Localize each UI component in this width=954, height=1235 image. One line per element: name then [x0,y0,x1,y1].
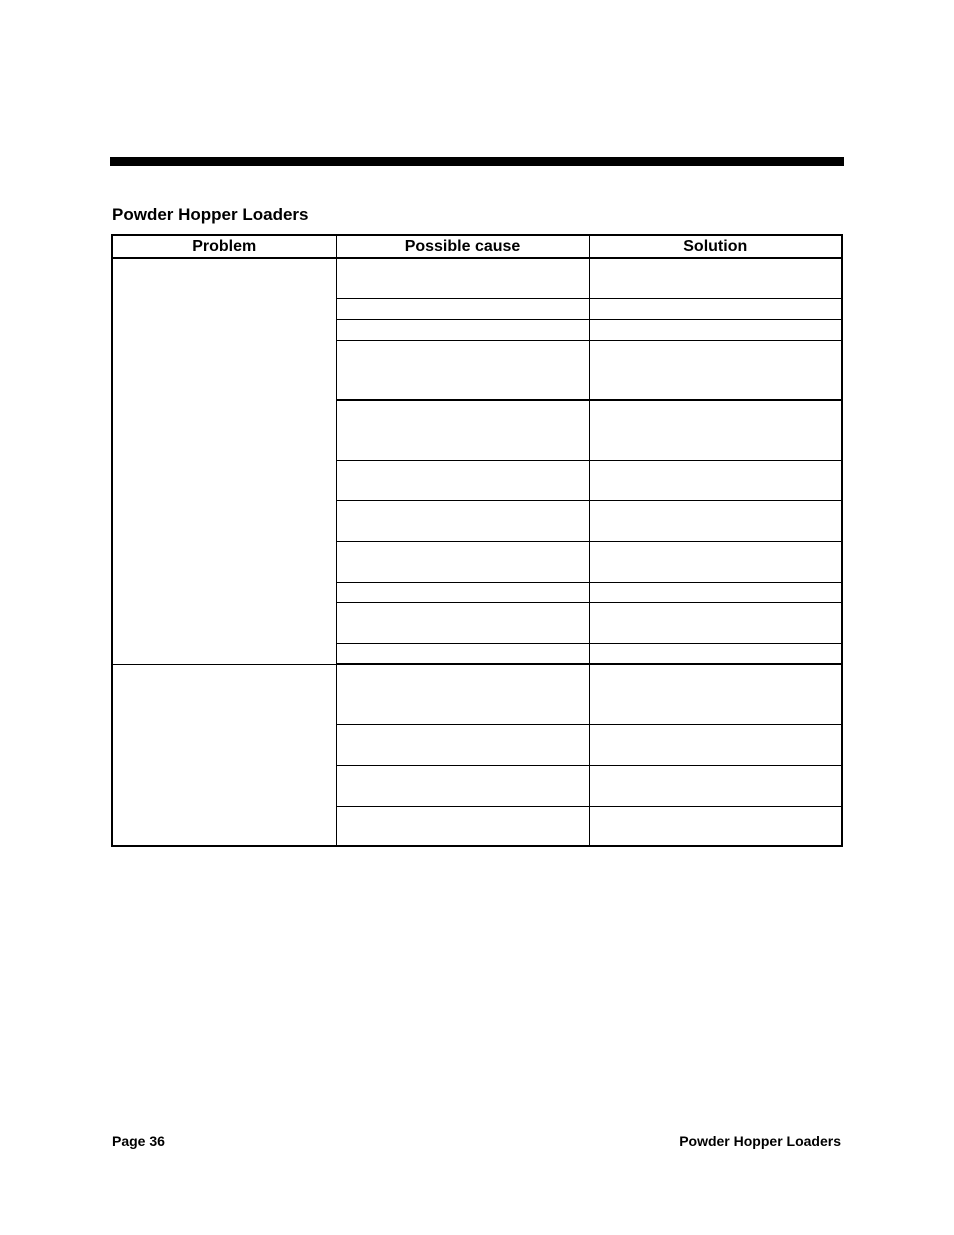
footer-page-number: Page 36 [112,1133,165,1149]
table-row [112,258,842,298]
cause-cell [336,298,589,319]
cause-cell [336,340,589,400]
cause-cell [336,460,589,500]
cause-cell [336,319,589,340]
cause-cell [336,664,589,724]
solution-cell [589,664,842,724]
cause-cell [336,541,589,582]
cause-cell [336,643,589,664]
section-title: Powder Hopper Loaders [112,205,309,224]
cause-cell [336,258,589,298]
solution-cell [589,258,842,298]
cause-cell [336,400,589,460]
header-solution: Solution [589,235,842,258]
solution-cell [589,500,842,541]
header-cause: Possible cause [336,235,589,258]
cause-cell [336,765,589,806]
solution-cell [589,724,842,765]
solution-cell [589,460,842,500]
footer-document-title: Powder Hopper Loaders [679,1133,841,1149]
cause-cell [336,500,589,541]
troubleshooting-table [111,234,843,847]
cause-cell [336,602,589,643]
top-rule [110,157,844,166]
solution-cell [589,319,842,340]
solution-cell [589,806,842,846]
table-header-row [112,235,842,258]
solution-cell [589,582,842,602]
solution-cell [589,400,842,460]
cause-cell [336,582,589,602]
solution-cell [589,298,842,319]
solution-cell [589,765,842,806]
problem-cell [112,664,336,846]
solution-cell [589,643,842,664]
cause-cell [336,806,589,846]
problem-cell [112,258,336,664]
solution-cell [589,602,842,643]
cause-cell [336,724,589,765]
header-problem: Problem [112,235,336,258]
table-row [112,664,842,724]
solution-cell [589,541,842,582]
solution-cell [589,340,842,400]
